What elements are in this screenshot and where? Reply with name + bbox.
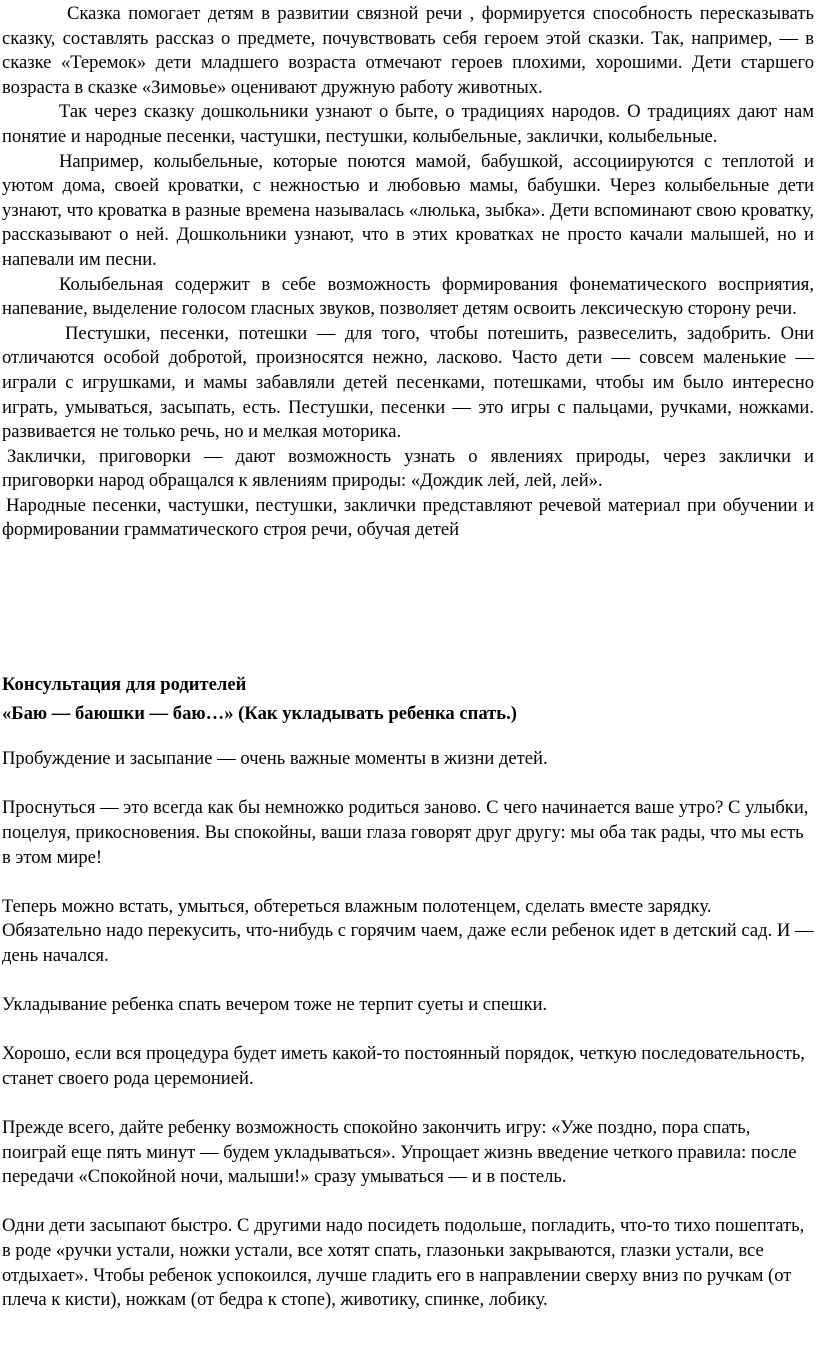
intro-section <box>2 2 814 543</box>
consultation-paragraph: Укладывание ребенка спать вечером тоже не терпит суеты и спешки. <box>2 994 548 1016</box>
intro-paragraph: Заклички, приговорки — дают возможность узнать о явлениях природы, через заклички и приговорки народ обращался к явлениям природы: «Дождик лей, лей, лей». <box>2 445 814 492</box>
intro-paragraph: Например, колыбельные, которые поются мамой, бабушкой, ассоциируются с теплотой и уютом дома, своей кроватки, с нежностью и любовью мамы, бабушки. Через колыбельные дети узнают, что кроватка в разные времена называлась «люлька, зыбка». Дети вспоминают свою кроватку, рассказывают о ней. Дошкольники узнают, что в этих кроватках не просто качали малышей, но и напевали им песни. <box>2 150 814 270</box>
consultation-paragraph: Пробуждение и засыпание — очень важные моменты в жизни детей. <box>2 748 548 770</box>
consultation-paragraph: Теперь можно встать, умыться, обтереться влажным полотенцем, сделать вместе зарядку. Обязательно надо перекусить, что-нибудь с горячим чаем, даже если ребенок идет в детский сад. И — день начался. <box>2 895 814 966</box>
consultation-paragraph: Проснуться — это всегда как бы немножко родиться заново. С чего начинается ваше утро? С улыбки, поцелуя, прикосновения. Вы спокойны, ваши глаза говорят друг другу: мы оба так рады, что мы есть в этом мире! <box>2 797 809 868</box>
consultation-subheading: «Баю — баюшки — баю…» (Как укладывать ребенка спать.) <box>2 702 517 724</box>
consultation-section <box>2 673 814 1313</box>
consultation-paragraph: Прежде всего, дайте ребенку возможность спокойно закончить игру: «Уже поздно, пора спать, поиграй еще пять минут — будем укладываться». Упрощает жизнь введение четкого правила: после передачи «Спокойной ночи, малыши!» сразу умываться — и в постель. <box>2 1117 797 1188</box>
intro-paragraph: Пестушки, песенки, потешки — для того, чтобы потешить, развеселить, задобрить. Они отличаются особой добротой, произносятся нежно, ласково. Часто дети — совсем маленькие — играли с игрушками, и мамы забавляли детей песенками, потешками, чтобы им было интересно играть, умываться, засыпать, есть. Пестушки, песенки — это игры с пальцами, ручками, ножками. развивается не только речь, но и мелкая моторика. <box>2 322 814 443</box>
intro-paragraph: Народные песенки, частушки, пестушки, заклички представляют речевой материал при обучении и формировании грамматического строя речи, обучая детей <box>2 494 814 541</box>
consultation-paragraph: Одни дети засыпают быстро. С другими надо посидеть подольше, погладить, что-то тихо пошептать, в роде «ручки устали, ножки устали, все хотят спать, глазоньки закрываются, глазки устали, все отдыхает». Чтобы ребенок успокоился, лучше гладить его в направлении сверху вниз по ручкам (от плеча к кисти), ножкам (от бедра к стопе), животику, спинке, лобику. <box>2 1215 805 1311</box>
consultation-paragraph: Хорошо, если вся процедура будет иметь какой-то постоянный порядок, четкую последовательность, станет своего рода церемонией. <box>2 1043 805 1089</box>
intro-paragraph: Так через сказку дошкольники узнают о быте, о традициях народов. О традициях дают нам понятие и народные песенки, частушки, пестушки, колыбельные, заклички, колыбельные. <box>2 101 814 147</box>
intro-paragraph: Сказка помогает детям в развитии связной речи , формируется способность пересказывать сказку, составлять рассказ о предмете, почувствовать себя героем этой сказки. Так, например, — в сказке «Теремок» дети младшего возраста отмечают героев плохими, хорошими. Дети старшего возраста в сказке «Зимовье» оценивают дружную работу животных. <box>2 3 814 98</box>
intro-paragraph: Колыбельная содержит в себе возможность формирования фонематического восприятия, напевание, выделение голосом гласных звуков, позволяет детям освоить лексическую сторону речи. <box>2 273 814 320</box>
consultation-heading: Консультация для родителей <box>2 674 247 695</box>
